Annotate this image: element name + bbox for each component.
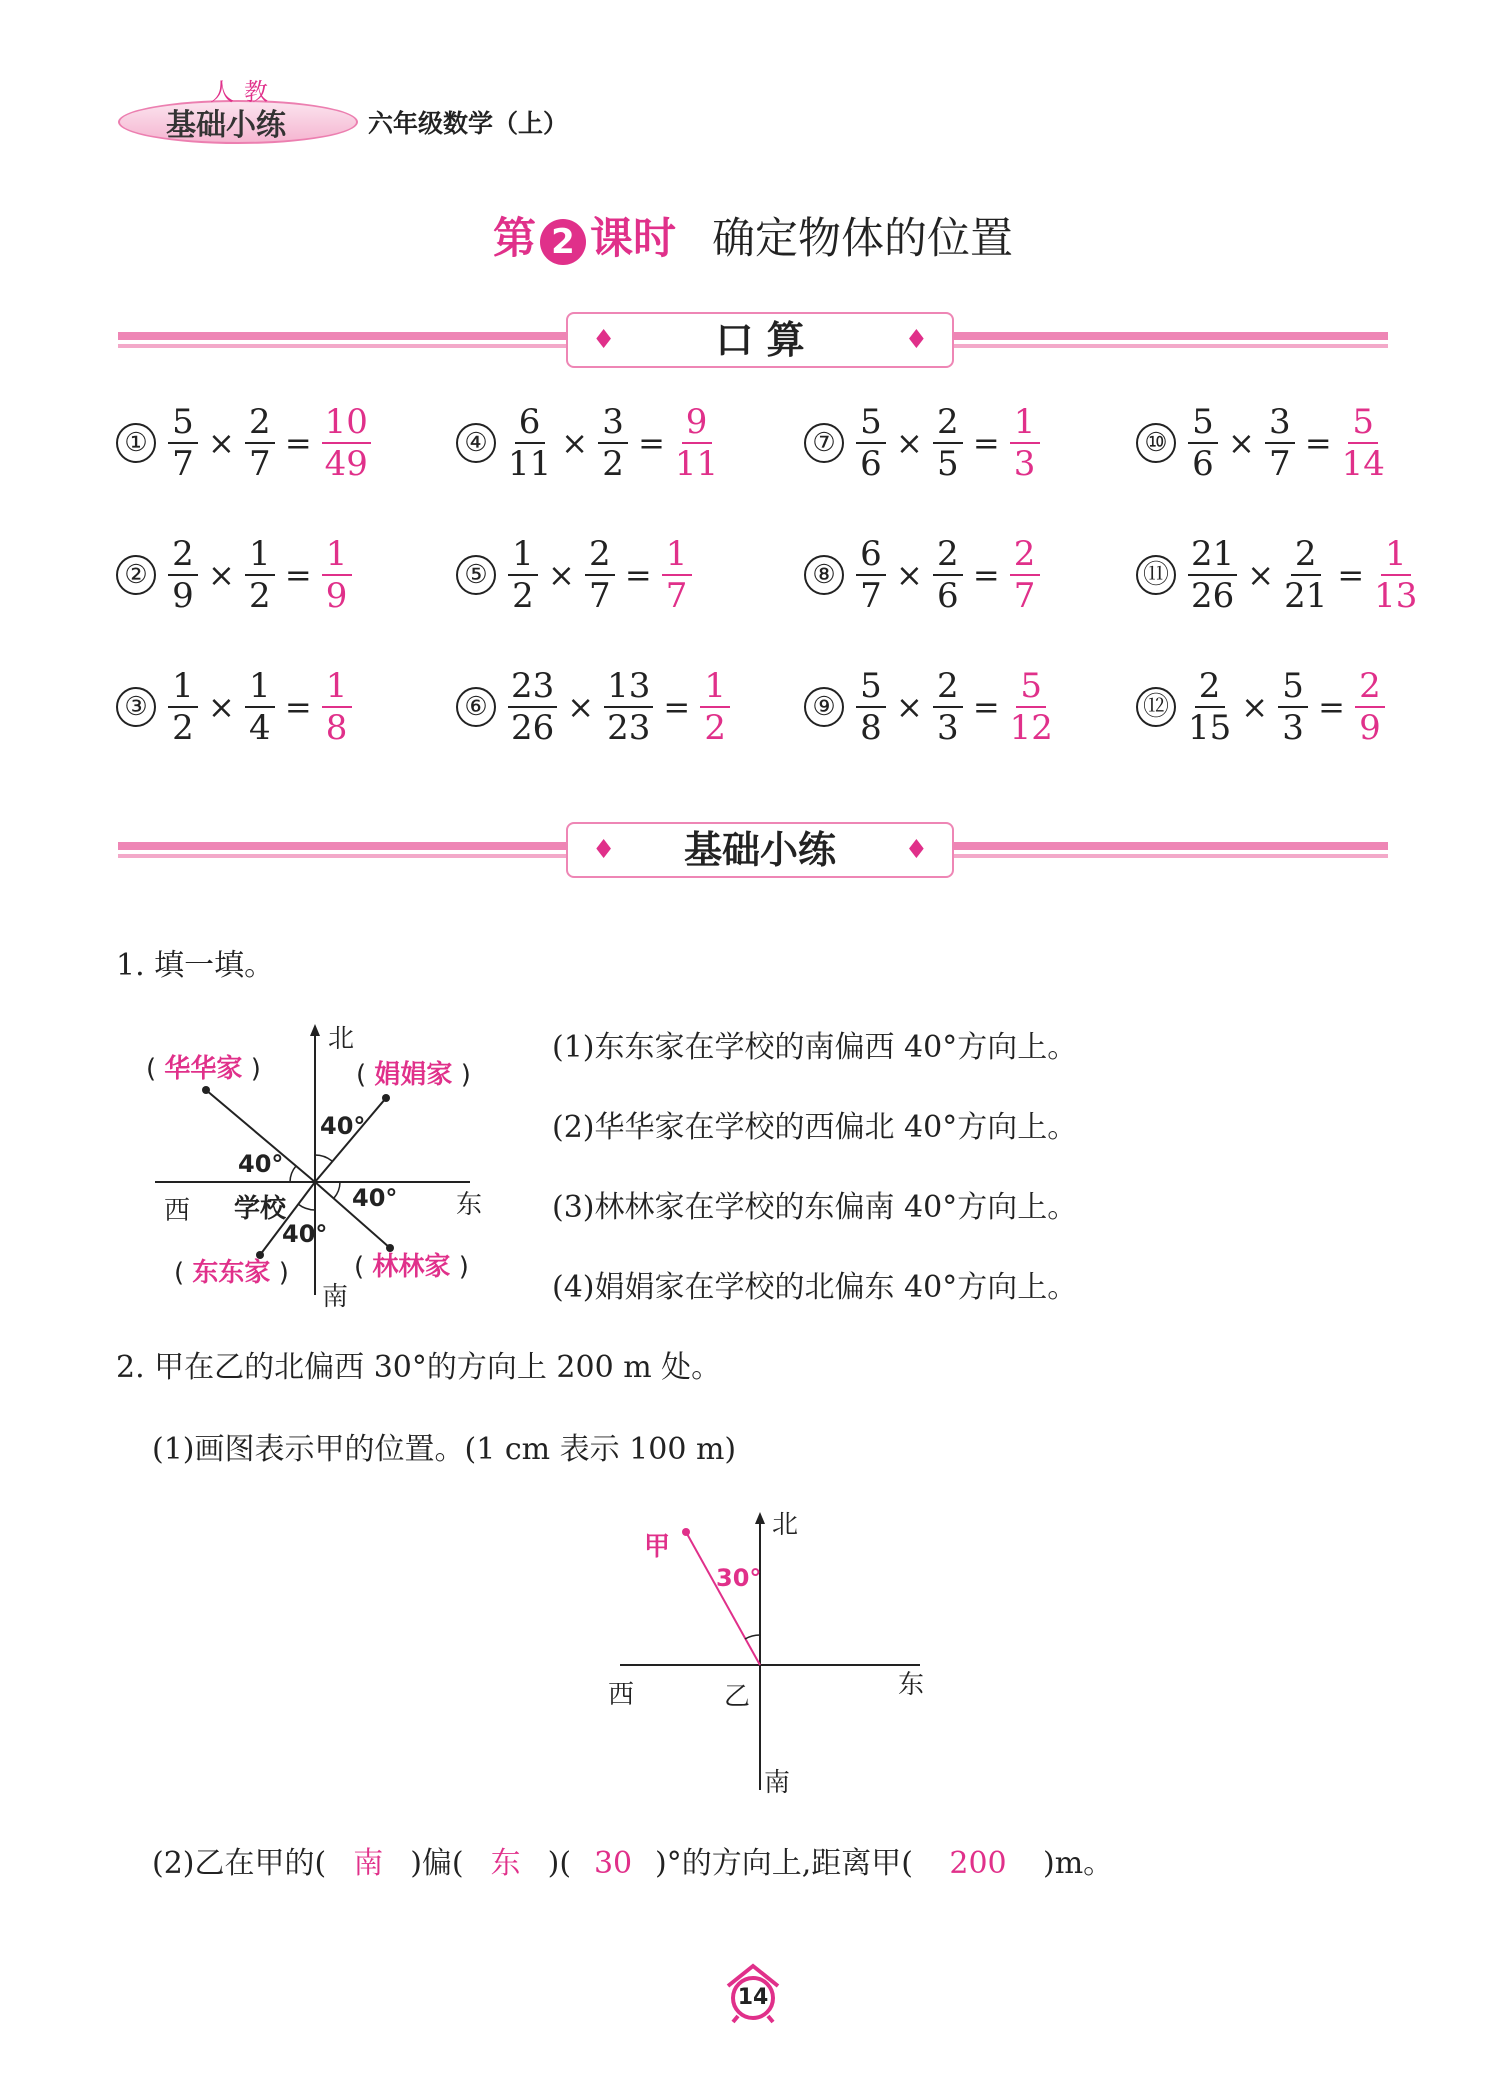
operand-fraction: $\frac{6}{7}$ [856,534,886,616]
ray-jia [686,1532,760,1665]
answer-fraction: $\frac{1}{3}$ [1010,402,1040,484]
problem-number: ⑪ [1136,555,1176,595]
operand-fraction: $\frac{2}{7}$ [585,534,615,616]
diagram2-west: 西 [608,1680,635,1710]
diagram2-south: 南 [764,1768,791,1798]
north-arrow-icon [755,1512,765,1524]
operand-fraction: $\frac{3}{7}$ [1265,402,1295,484]
equals-sign: = [1318,688,1345,726]
calc-problem [116,534,358,616]
operand-fraction: $\frac{1}{2}$ [168,666,198,748]
diagram1-angle-west: 40° [238,1150,284,1178]
operand-fraction: $\frac{3}{2}$ [598,402,628,484]
grade-label: 六年级数学（上） [368,109,569,138]
problem-number: ⑩ [1136,423,1176,463]
answer-dongdong: ( 东东家 ) [174,1258,289,1288]
diamond-icon: ♦ [904,835,928,865]
operand-fraction: $\frac{2}{5}$ [933,402,963,484]
equals-sign: = [284,688,312,726]
operand-fraction: $\frac{21}{26}$ [1188,534,1237,616]
diagram1-center: 学校 [234,1194,287,1224]
times-sign: × [896,424,923,462]
lesson-suffix: 课时 [590,214,676,264]
problem-number: ⑥ [456,687,496,727]
q2-sub1: (1)画图表示甲的位置。(1 cm 表示 100 m) [152,1432,737,1467]
problem-number: ⑫ [1136,687,1176,727]
blank-4: 200 [949,1846,1007,1881]
blank-1: 南 [353,1846,384,1881]
times-sign: × [896,688,923,726]
problem-number: ⑦ [804,423,844,463]
operand-fraction: $\frac{5}{6}$ [856,402,886,484]
times-sign: × [1228,424,1255,462]
angle-arc [334,1182,340,1198]
calc-problem [116,666,358,748]
answer-fraction: $\frac{5}{14}$ [1341,402,1385,484]
times-sign: × [548,556,575,594]
angle-arc [290,1166,296,1182]
times-sign: × [561,424,589,462]
equals-sign: = [284,556,312,594]
angle-arc [298,1204,315,1210]
q2-sub2: (2)乙在甲的( 南 )偏( 东 )( 30 )°的方向上,距离甲( 200 )m。 [152,1838,1113,1882]
page-number: 14 [737,1985,769,2010]
ray-juanjuan [315,1098,386,1182]
operand-fraction: $\frac{23}{26}$ [508,666,557,748]
problem-number: ① [116,423,156,463]
answer-fraction: $\frac{5}{12}$ [1009,666,1053,748]
equals-sign: = [1304,424,1332,462]
diagram2-point-jia: 甲 [644,1532,671,1562]
point-huahua [202,1086,210,1094]
lesson-number: 2 [540,219,586,265]
north-arrow-icon [310,1024,320,1036]
times-sign: × [567,688,595,726]
operand-fraction: $\frac{1}{4}$ [245,666,275,748]
problem-number: ④ [456,423,496,463]
operand-fraction: $\frac{2}{9}$ [168,534,198,616]
equals-sign: = [972,424,1000,462]
equals-sign: = [1337,556,1365,594]
times-sign: × [208,688,235,726]
operand-fraction: $\frac{2}{15}$ [1188,666,1232,748]
lesson-name: 确定物体的位置 [712,214,1013,264]
q1-title: 1. 填一填。 [116,948,275,983]
answer-fraction: $\frac{10}{49}$ [322,402,371,484]
calc-problem [456,402,724,484]
diagram1-south: 南 [322,1282,349,1312]
operand-fraction: $\frac{1}{2}$ [245,534,275,616]
calc-problem [804,534,1046,616]
answer-fraction: $\frac{1}{7}$ [662,534,692,616]
diagram1-angle-east: 40° [352,1184,398,1212]
times-sign: × [208,556,235,594]
logo-publisher: 人教 [210,78,278,106]
operand-fraction: $\frac{2}{21}$ [1284,534,1328,616]
q1-line-1: (1)东东家在学校的南偏西 40°方向上。 [552,1030,1078,1065]
operand-fraction: $\frac{13}{23}$ [604,666,653,748]
diamond-icon: ♦ [904,325,928,355]
times-sign: × [1247,556,1275,594]
times-sign: × [896,556,923,594]
problem-number: ⑤ [456,555,496,595]
answer-fraction: $\frac{1}{13}$ [1374,534,1418,616]
diamond-icon: ♦ [592,835,616,865]
blank-3: 30 [593,1846,633,1881]
lesson-prefix: 第 [493,214,536,264]
point-juanjuan [382,1094,390,1102]
answer-fraction: $\frac{1}{9}$ [322,534,352,616]
problem-number: ③ [116,687,156,727]
problem-number: ⑨ [804,687,844,727]
q1-line-3: (3)林林家在学校的东偏南 40°方向上。 [552,1190,1078,1225]
answer-linlin: ( 林林家 ) [354,1252,469,1282]
section-heading-basic [566,822,954,878]
q1-line-4: (4)娟娟家在学校的北偏东 40°方向上。 [552,1270,1078,1305]
equals-sign: = [284,424,312,462]
operand-fraction: $\frac{6}{11}$ [508,402,552,484]
times-sign: × [208,424,235,462]
answer-fraction: $\frac{1}{2}$ [700,666,730,748]
diagram1-angle-north: 40° [320,1112,366,1140]
diamond-icon: ♦ [592,325,616,355]
answer-fraction: $\frac{1}{8}$ [322,666,352,748]
calc-problem [456,666,736,748]
diagram2-north: 北 [772,1510,799,1540]
diagram1-angle-south: 40° [282,1220,328,1248]
diagram1-north: 北 [328,1024,355,1054]
calc-problem [1136,402,1391,484]
calc-problem [116,402,377,484]
operand-fraction: $\frac{5}{6}$ [1188,402,1218,484]
answer-juanjuan: ( 娟娟家 ) [356,1060,471,1090]
operand-fraction: $\frac{5}{8}$ [856,666,886,748]
calc-problem [1136,534,1423,616]
diagram2-center: 乙 [724,1682,751,1712]
diagram1-west: 西 [164,1196,191,1226]
operand-fraction: $\frac{5}{3}$ [1278,666,1308,748]
operand-fraction: $\frac{1}{2}$ [508,534,538,616]
calc-problem [804,666,1059,748]
answer-fraction: $\frac{9}{11}$ [674,402,719,484]
logo-series: 基础小练 [166,108,286,143]
operand-fraction: $\frac{2}{3}$ [933,666,963,748]
answer-huahua: ( 华华家 ) [146,1054,261,1084]
operand-fraction: $\frac{2}{6}$ [933,534,963,616]
equals-sign: = [972,688,1000,726]
q1-line-2: (2)华华家在学校的西偏北 40°方向上。 [552,1110,1078,1145]
diagram1-east: 东 [456,1190,483,1220]
diagram2-east: 东 [898,1670,925,1700]
section-heading-oral [566,312,954,368]
diagram2-angle: 30° [716,1564,762,1592]
calc-problem [456,534,698,616]
calc-problem [804,402,1046,484]
section-heading-oral-label: 口 算 [715,318,805,362]
answer-fraction: $\frac{2}{7}$ [1010,534,1040,616]
answer-fraction: $\frac{2}{9}$ [1355,666,1385,748]
angle-arc [315,1155,332,1161]
blank-2: 东 [490,1846,521,1881]
problem-number: ⑧ [804,555,844,595]
equals-sign: = [972,556,1000,594]
problem-number: ② [116,555,156,595]
calc-problem [1136,666,1391,748]
q2-title: 2. 甲在乙的北偏西 30°的方向上 200 m 处。 [116,1350,722,1385]
operand-fraction: $\frac{5}{7}$ [168,402,198,484]
angle-arc [745,1635,760,1639]
lesson-title [0,205,1506,266]
equals-sign: = [638,424,665,462]
point-jia [682,1528,690,1536]
section-heading-basic-label: 基础小练 [683,828,836,872]
times-sign: × [1241,688,1269,726]
equals-sign: = [624,556,652,594]
equals-sign: = [663,688,691,726]
operand-fraction: $\frac{2}{7}$ [245,402,275,484]
